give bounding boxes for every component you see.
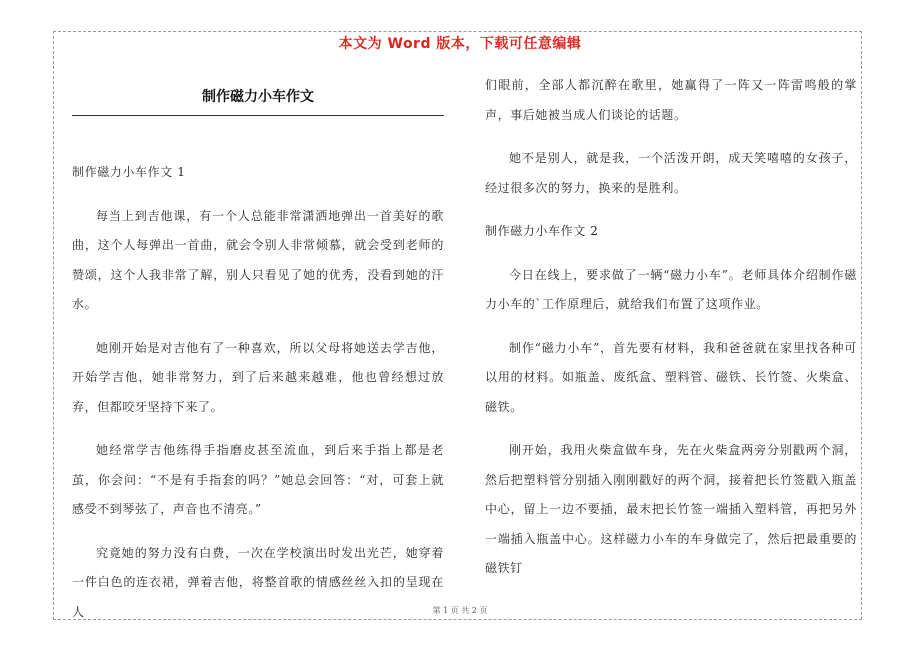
paragraph: 刚开始，我用火柴盒做车身，先在火柴盒两旁分别戳两个洞，然后把塑料管分别插入刚刚戳好的两个洞，接着把长竹签戳入瓶盖中心，留上一边不要插，最末把长竹签一端插入塑料管，再把另外一端插入瓶盖中心。这样磁力小车的车身做完了，然后把最重要的磁铁钉 [485, 443, 857, 575]
paragraph: 她刚开始是对吉他有了一种喜欢，所以父母将她送去学吉他，开始学吉他，她非常努力，到了后来越来越难，他也曾经想过放弃，但都咬牙坚持下来了。 [72, 340, 444, 414]
title-underline [72, 115, 444, 116]
page-number: 第 1 页 共 2 页 [432, 606, 488, 615]
document-title: 制作磁力小车作文 [202, 89, 314, 105]
essay-2-heading: 制作磁力小车作文 2 [485, 224, 599, 238]
paragraph: 究竟她的努力没有白费，一次在学校演出时发出光芒，她穿着一件白色的连衣裙，弹着吉他，将整首歌的情感丝丝入扣的呈现在人 [72, 545, 444, 619]
right-column [485, 71, 857, 598]
paragraph: 每当上到吉他课，有一个人总能非常潇洒地弹出一首美好的歌曲，这个人每弹出一首曲，就会令别人非常倾慕，就会受到老师的赞颂，这个人我非常了解，别人只看见了她的优秀，没看到她的汗水。 [72, 208, 444, 311]
download-banner: 本文为 Word 版本，下载可任意编辑 [338, 36, 582, 52]
paragraph: 她经常学吉他练得手指磨皮甚至流血，到后来手指上都是老茧，你会问：“不是有手指套的吗？”她总会回答：“对，可套上就感受不到琴弦了，声音也不清亮。” [72, 443, 444, 516]
left-column [72, 158, 444, 641]
paragraph: 今日在线上，要求做了一辆“磁力小车”。老师具体介绍制作磁力小车的`工作原理后，就给我们布置了这项作业。 [485, 267, 857, 311]
paragraph-continuation: 们眼前，全部人都沉醉在歌里，她赢得了一阵又一阵雷鸣般的掌声，事后她被当成人们谈论的话题。 [485, 78, 857, 122]
paragraph: 制作“磁力小车”，首先要有材料，我和爸爸就在家里找各种可以用的材料。如瓶盖、废纸盒、塑料管、磁铁、长竹签、火柴盒、磁铁。 [485, 340, 857, 414]
essay-1-heading: 制作磁力小车作文 1 [72, 165, 186, 179]
paragraph: 她不是别人，就是我，一个活泼开朗，成天笑嘻嘻的女孩子，经过很多次的努力，换来的是胜利。 [485, 151, 857, 195]
